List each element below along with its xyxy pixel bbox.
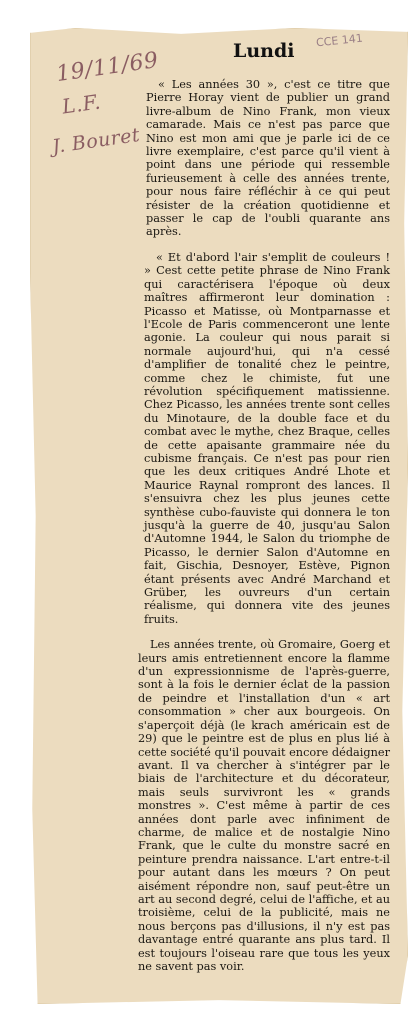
handwritten-name: J. Bouret: [50, 123, 142, 159]
article-body: [138, 78, 390, 985]
article-paragraph-3: Les années trente, où Gromaire, Goerg et leurs amis entretiennent encore la flamme d'un expressionnisme de l'après-guerre, sont à la fois le dernier éclat de la passion de peindre et l'installation d'un « art consommation » cher aux bourgeois. On s'aperçoit déjà (le krach américain est de 29) que le peintre est de plus en plus lié à cette société qu'il pouvait encore dédaigner avant. Il va chercher à s'intégrer par le biais de l'architecture et du décorateur, mais seuls survivront les « grands monstres ». C'est même à partir de ces années dont parle avec infiniment de charme, de malice et de nostalgie Nino Frank, que le culte du monstre sacré en peinture prendra naissance. L'art entre-t-il pour autant dans les mœurs ? On peut aisément répondre non, sauf peut-être un art au second degré, celui de l'affiche, et au troisième, celui de la publicité, mais ne nous berçons pas d'illusions, il n'y est pas davantage entré quarante ans plus tard. Il est toujours l'oiseau rare que tous les yeux ne savent pas voir.: [138, 638, 390, 973]
section-title: Lundi: [233, 40, 295, 62]
handwritten-initials: L.F.: [60, 89, 103, 119]
handwritten-date: 19/11/69: [54, 47, 161, 88]
article-paragraph-1: « Les années 30 », c'est ce titre que Pierre Horay vient de publier un grand livre-album de Nino Frank, mon vieux camarade. Mais ce n'est pas parce que Nino est mon ami que je parle ici de ce livre exemplaire, c'est parce qu'il vient à point dans une période qui ressemble furieusement à celle des années trente, pour nous faire réfléchir à ce qui peut résister de la création quotidienne et passer le cap de l'oubli quarante ans après.: [146, 78, 390, 239]
article-paragraph-2: « Et d'abord l'air s'emplit de couleurs ! » Cest cette petite phrase de Nino Frank qui caractérisera l'époque où deux maîtres affirmeront leur domination : Picasso et Matisse, où Montparnasse et l'Ecole de Paris commenceront une lente agonie. La couleur qui nous parait si normale aujourd'hui, qui n'a cessé d'amplifier de tonalité chez le peintre, comme chez le chimiste, fut une révolution spécifiquement matissienne. Chez Picasso, les années trente sont celles du Minotaure, de la double face et du combat avec le mythe, chez Braque, celles de cette apaisante grammaire née du cubisme français. Ce n'est pas pour rien que les deux critiques André Lhote et Maurice Raynal rompront des lances. Il s'ensuivra chez les plus jeunes cette synthèse cubo-fauviste qui donnera le ton jusqu'à la guerre de 40, jusqu'au Salon d'Automne 1944, le Salon du triomphe de Picasso, le dernier Salon d'Automne en fait, Gischia, Desnoyer, Estève, Pignon étant présents avec André Marchand et Grüber, les ouvreurs d'un certain réalisme, qui donnera vite des jeunes fruits.: [144, 250, 390, 626]
reference-mark: CCE 141: [315, 31, 364, 50]
